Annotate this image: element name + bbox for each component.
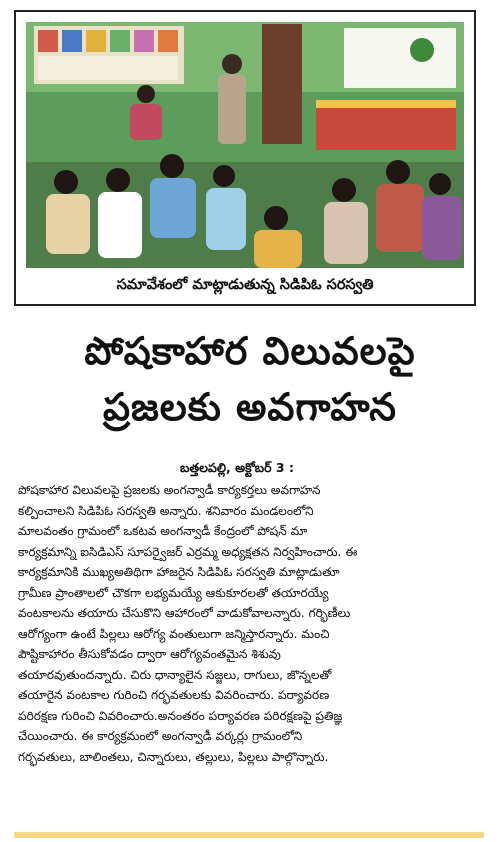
body-line: చేయించారు. ఈ కార్యక్రమంలో అంగన్వాడీ వర్కర్లు గ్రామంలోని <box>18 729 303 743</box>
body-line: తయారైన వంటకాల గురించి గర్భవతులకు వివరించారు. పర్యావరణ <box>18 688 330 702</box>
body-line: ఆరోగ్యంగా ఉంటే పిల్లలు ఆరోగ్య వంతులుగా జన్మిస్తారన్నారు. మంచి <box>18 626 330 641</box>
body-line: గ్రామీణ ప్రాంతాలలో చౌకగా లభ్యమయ్యే ఆకుకూరలతో తయారయ్యే <box>18 585 329 600</box>
body-line: కార్యక్రమానికి ముఖ్యఅతిథిగా హాజరైన సిడిపిఓ సరస్వతి మాట్లాడుతూ <box>18 565 340 579</box>
body-line: మాలవంతం గ్రామంలో ఒకటవ అంగన్వాడీ కేంద్రంలో పోషన్ మా <box>18 524 308 538</box>
body-line: వంటకాలను తయారు చేసుకొని ఆహారంలో వాడుకోవాలన్నారు. గర్భిణీలు <box>18 606 351 620</box>
body-line: తయారవుతుందన్నారు. చిరు ధాన్యాలైన సజ్జలు, రాగులు, జొన్నలతో <box>18 667 332 682</box>
article-body <box>18 480 482 767</box>
body-line: కార్యక్రమాన్ని ఐసిడిఎస్ సూపర్వైజర్ ఎర్రమ్మ అధ్యక్షతన నిర్వహించారు. ఈ <box>18 544 358 559</box>
body-line: పోషకాహార విలువలపై ప్రజలకు అంగన్వాడీ కార్యకర్తలు అవగాహన <box>18 483 321 497</box>
body-line: గర్భవతులు, బాలింతలు, చిన్నారులు, తల్లులు, పిల్లలు పాల్గొన్నారు. <box>18 749 329 764</box>
headline-line-1: పోషకాహార విలువలపై <box>84 329 416 373</box>
body-line: కల్పించాలని సిడిపిఓ సరస్వతి అన్నారు. శనివారం మండలంలోని <box>18 503 314 518</box>
meeting-photo-icon <box>26 22 464 268</box>
news-photo <box>26 22 464 268</box>
photo-frame <box>14 10 476 306</box>
bottom-divider <box>14 832 484 838</box>
body-line: పరిరక్షణ గురించి వివరించారు.అనంతరం పర్యావరణ పరిరక్షణపై ప్రతిజ్ఞ <box>18 708 343 723</box>
dateline: బత్తలపల్లి, అక్టోబర్ 3 : <box>180 460 294 475</box>
body-line: పౌష్టికాహారం తీసుకోవడం ద్వారా ఆరోగ్యవంతమైన శిశువు <box>18 647 281 661</box>
photo-caption: సమావేశంలో మాట్లాడుతున్న సిడిపిఓ సరస్వతి <box>116 277 374 293</box>
headline-line-2: ప్రజలకు అవగాహన <box>103 385 397 429</box>
